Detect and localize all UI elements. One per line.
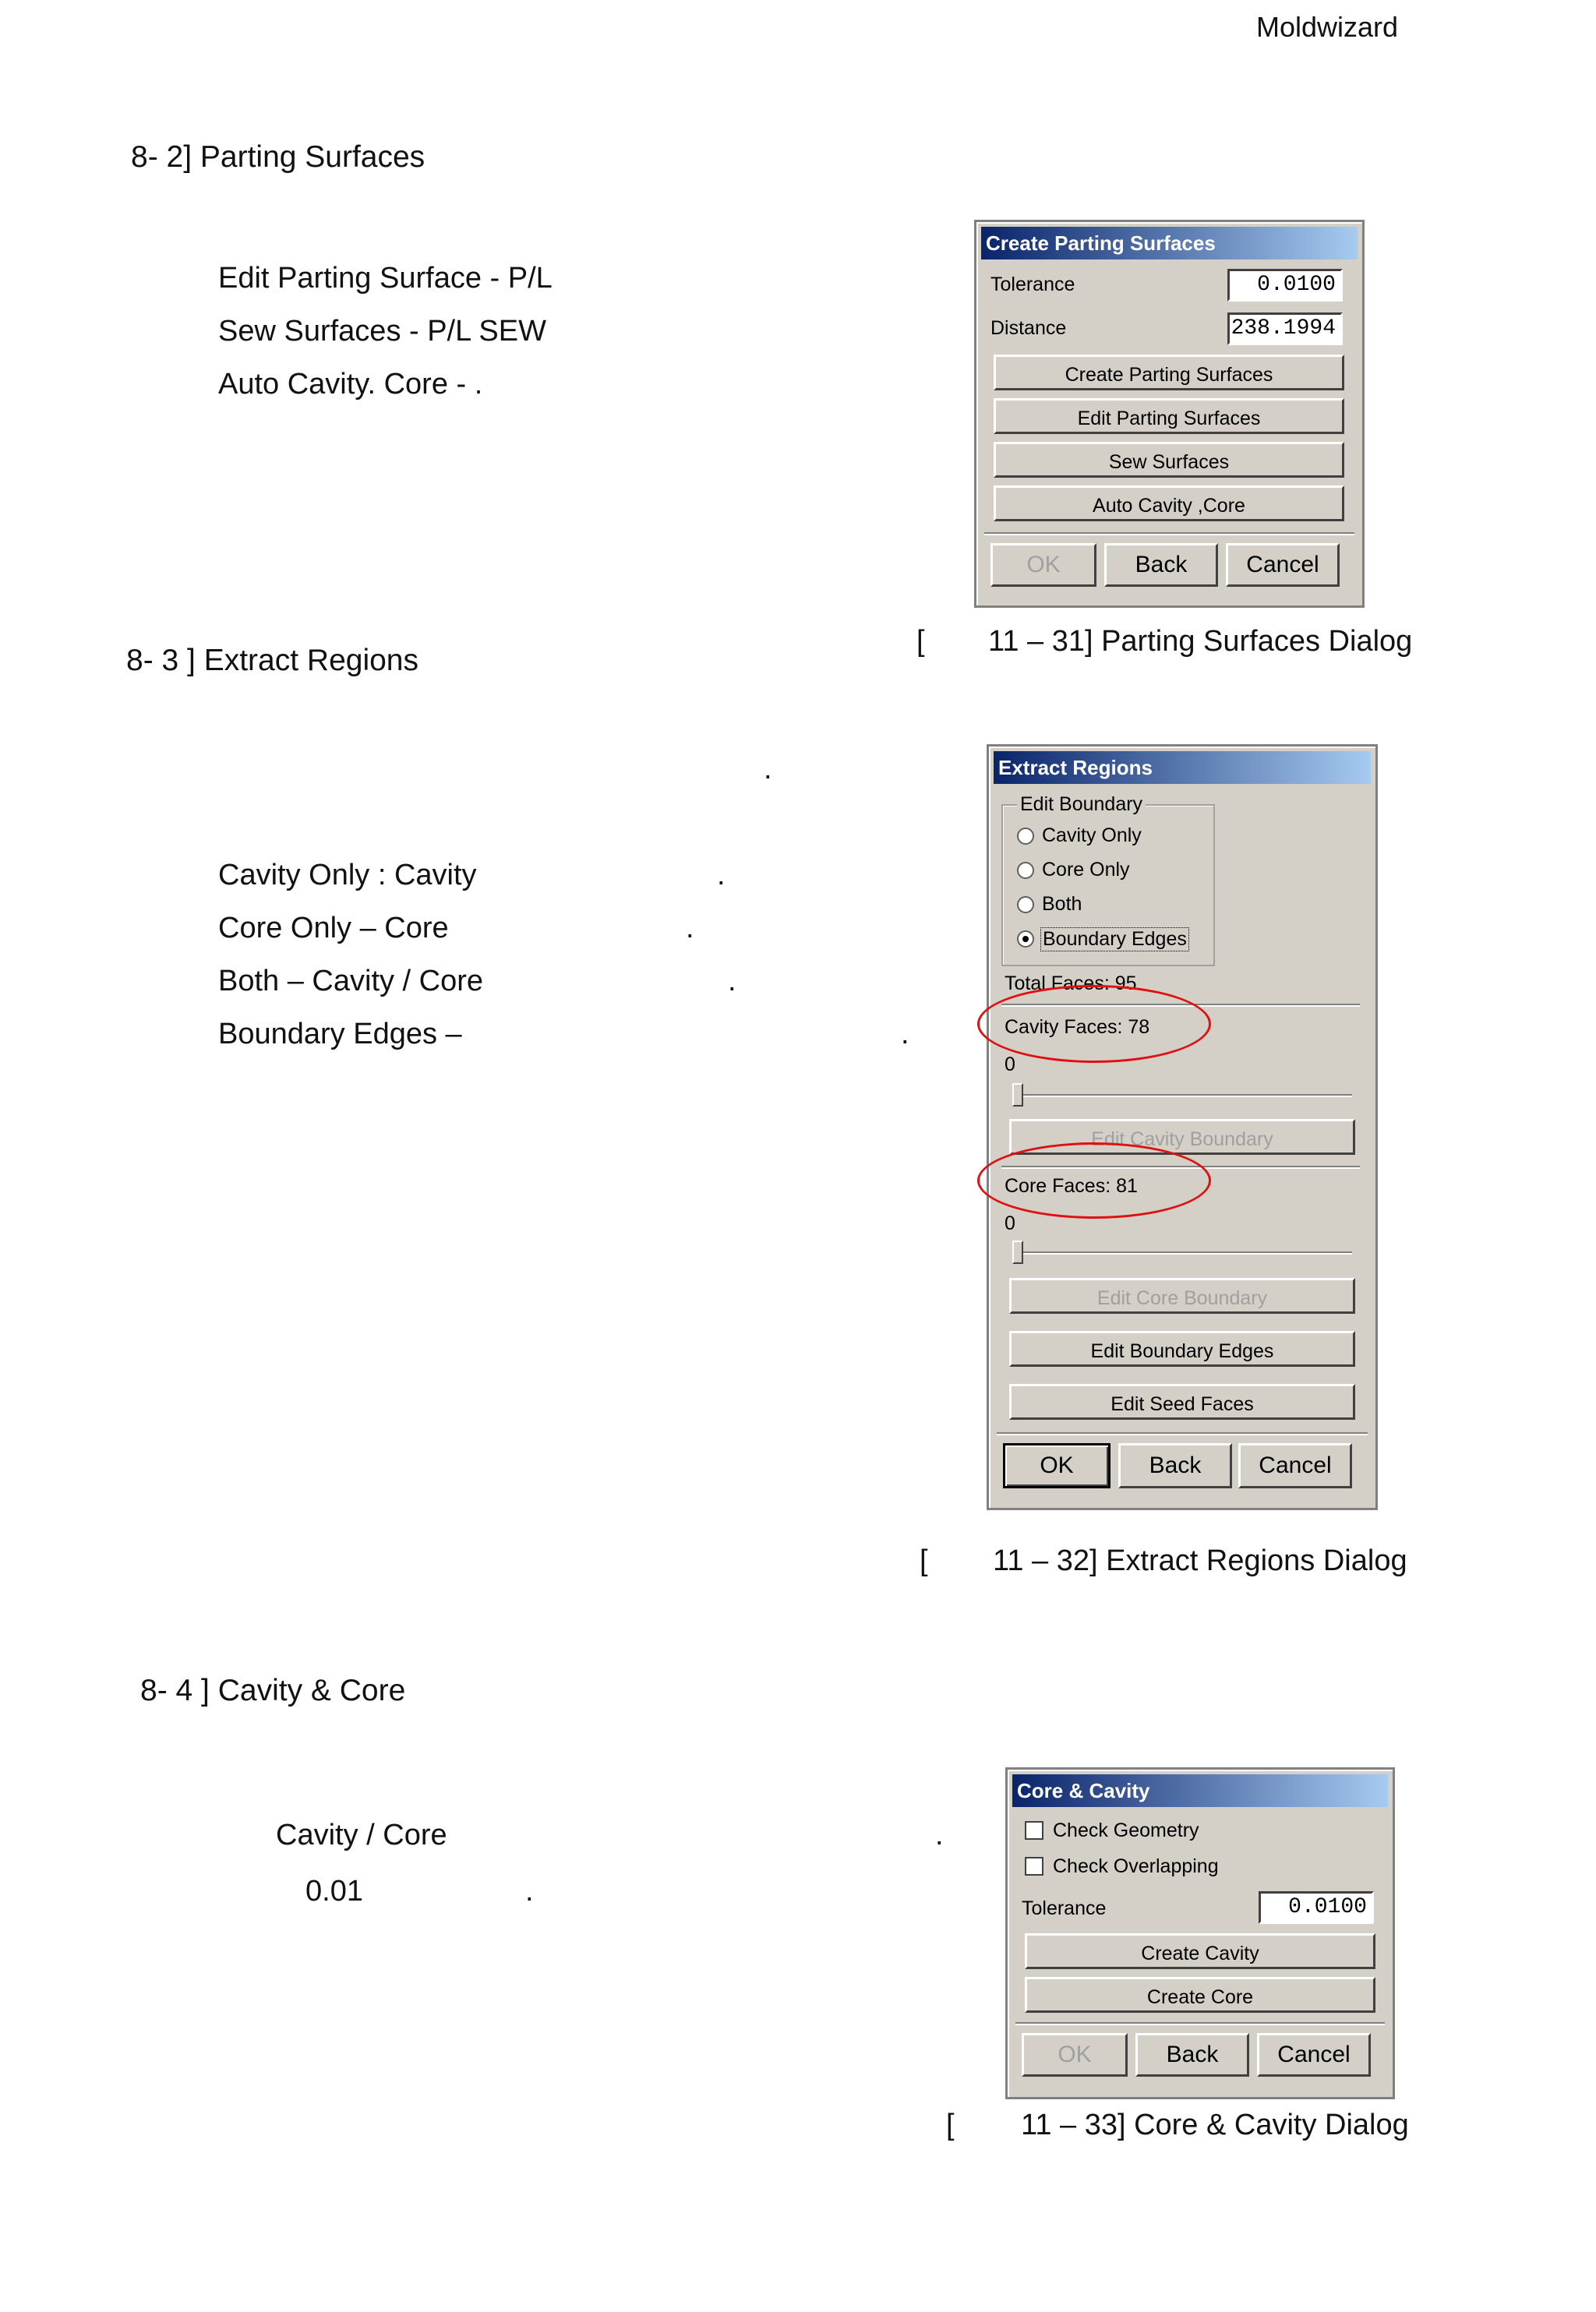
figure-caption-bracket: [ [920, 1544, 928, 1577]
ok-button[interactable]: OK [990, 543, 1096, 587]
text-line: Core Only – Core [218, 912, 449, 944]
text-line: 0.01 [305, 1875, 363, 1908]
section-heading-cavity-core: 8- 4 ] Cavity & Core [140, 1674, 406, 1707]
cavity-faces-label: Cavity Faces: 78 [1005, 1016, 1150, 1038]
dialog-title: Core & Cavity [1012, 1774, 1388, 1807]
ok-button[interactable]: OK [1003, 1443, 1110, 1488]
radio-label: Cavity Only [1042, 824, 1142, 846]
text-dot: . [764, 753, 772, 785]
check-overlapping-checkbox[interactable] [1025, 1857, 1043, 1876]
check-geometry-checkbox[interactable] [1025, 1821, 1043, 1840]
group-label: Edit Boundary [1017, 793, 1146, 816]
cavity-slider-track[interactable] [1012, 1094, 1352, 1097]
core-only-radio[interactable] [1017, 862, 1034, 879]
figure-caption: 11 – 32] Extract Regions Dialog [993, 1544, 1407, 1577]
edit-core-boundary-button[interactable]: Edit Core Boundary [1009, 1278, 1355, 1314]
separator [997, 1432, 1368, 1435]
cancel-button[interactable]: Cancel [1257, 2033, 1371, 2077]
back-button[interactable]: Back [1118, 1443, 1232, 1488]
text-dot: . [717, 859, 726, 891]
cancel-button[interactable]: Cancel [1226, 543, 1340, 587]
core-faces-label: Core Faces: 81 [1005, 1175, 1138, 1197]
distance-label: Distance [990, 317, 1067, 339]
cavity-slider-value: 0 [1005, 1054, 1015, 1075]
figure-caption: 11 – 31] Parting Surfaces Dialog [988, 625, 1413, 658]
both-radio[interactable] [1017, 896, 1034, 913]
radio-label: Both [1042, 893, 1082, 915]
back-button[interactable]: Back [1135, 2033, 1249, 2077]
core-cavity-dialog [1005, 1767, 1395, 2099]
dialog-title: Create Parting Surfaces [981, 227, 1358, 259]
auto-cavity-core-button[interactable]: Auto Cavity ,Core [994, 485, 1344, 521]
page-header-title: Moldwizard [1256, 11, 1399, 43]
create-parting-surfaces-dialog [974, 220, 1365, 608]
total-faces-label: Total Faces: 95 [1005, 972, 1137, 994]
radio-label: Boundary Edges [1040, 927, 1189, 951]
text-line: Auto Cavity. Core - . [218, 368, 483, 401]
tolerance-input[interactable]: 0.0100 [1227, 269, 1343, 302]
radio-label: Core Only [1042, 859, 1130, 881]
edit-cavity-boundary-button[interactable]: Edit Cavity Boundary [1009, 1119, 1355, 1155]
text-dot: . [686, 912, 694, 944]
create-cavity-button[interactable]: Create Cavity [1025, 1933, 1375, 1969]
tolerance-input[interactable]: 0.0100 [1259, 1891, 1374, 1924]
cavity-slider-thumb[interactable] [1012, 1083, 1023, 1107]
distance-input[interactable]: 238.1994 [1227, 312, 1343, 345]
checkbox-label: Check Overlapping [1053, 1855, 1219, 1877]
text-line: Sew Surfaces - P/L SEW [218, 315, 546, 348]
text-line: Cavity Only : Cavity [218, 859, 477, 891]
text-line: Boundary Edges – [218, 1018, 462, 1050]
text-line: Cavity / Core [276, 1819, 447, 1851]
section-heading-extract-regions: 8- 3 ] Extract Regions [126, 644, 418, 677]
edit-seed-faces-button[interactable]: Edit Seed Faces [1009, 1384, 1355, 1420]
dialog-title: Extract Regions [994, 751, 1371, 784]
text-dot: . [901, 1018, 909, 1050]
ok-button[interactable]: OK [1022, 2033, 1128, 2077]
core-slider-value: 0 [1005, 1212, 1015, 1234]
checkbox-label: Check Geometry [1053, 1820, 1199, 1841]
core-slider-thumb[interactable] [1012, 1241, 1023, 1264]
tolerance-label: Tolerance [1022, 1897, 1107, 1919]
edit-parting-surfaces-button[interactable]: Edit Parting Surfaces [994, 398, 1344, 434]
back-button[interactable]: Back [1104, 543, 1218, 587]
text-dot: . [728, 965, 736, 997]
text-dot: . [935, 1819, 944, 1851]
figure-caption-bracket: [ [916, 625, 925, 658]
cavity-only-radio[interactable] [1017, 828, 1034, 845]
annotation-ellipse-core-faces [977, 1142, 1211, 1219]
core-slider-track[interactable] [1012, 1251, 1352, 1255]
section-heading-parting-surfaces: 8- 2] Parting Surfaces [131, 140, 425, 174]
figure-caption: 11 – 33] Core & Cavity Dialog [1021, 2109, 1409, 2141]
annotation-ellipse-cavity-faces [977, 985, 1211, 1063]
boundary-edges-radio[interactable] [1017, 930, 1034, 948]
text-line: Edit Parting Surface - P/L [218, 262, 553, 295]
text-line: Both – Cavity / Core [218, 965, 484, 997]
sew-surfaces-button[interactable]: Sew Surfaces [994, 442, 1344, 478]
tolerance-label: Tolerance [990, 274, 1075, 295]
separator [1015, 2022, 1385, 2025]
cancel-button[interactable]: Cancel [1238, 1443, 1352, 1488]
figure-caption-bracket: [ [946, 2109, 955, 2141]
edit-boundary-edges-button[interactable]: Edit Boundary Edges [1009, 1331, 1355, 1367]
separator [984, 532, 1354, 535]
extract-regions-dialog [987, 744, 1378, 1510]
create-parting-surfaces-button[interactable]: Create Parting Surfaces [994, 355, 1344, 390]
create-core-button[interactable]: Create Core [1025, 1977, 1375, 2013]
text-dot: . [525, 1875, 534, 1908]
